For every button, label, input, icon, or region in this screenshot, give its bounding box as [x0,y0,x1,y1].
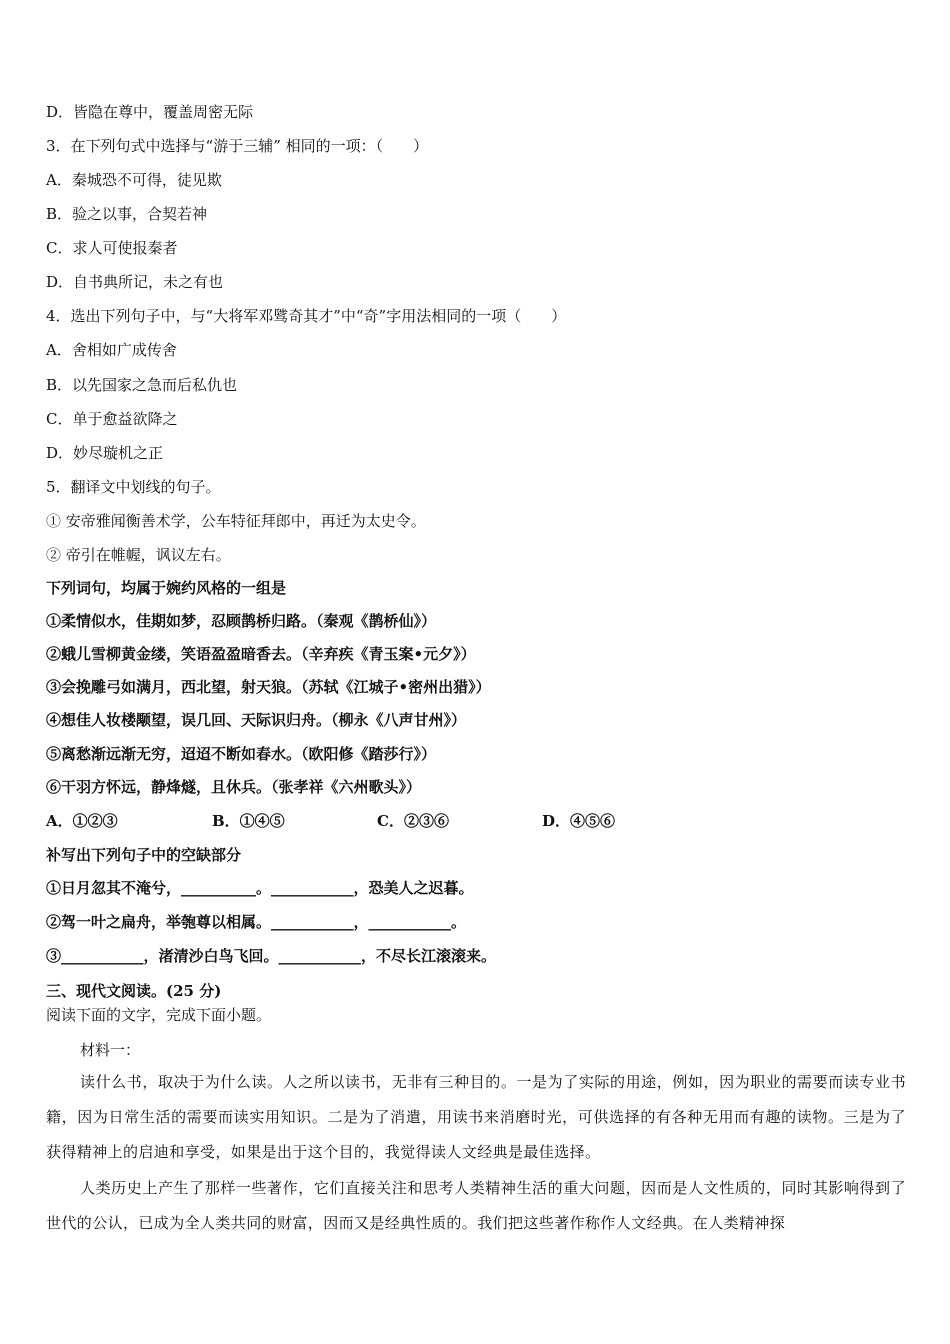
q4-option-c: C．单于愈益欲降之 [46,410,178,428]
reading-paragraph-2: 人类历史上产生了那样一些著作，它们直接关注和思考人类精神生活的重大问题，因而是人文性质的，同时其影响得到了世代的公认，已成为全人类共同的财富，因而又是经典性质的。我们把这些著作称作人文经典。在人类精神探 [46,1179,906,1232]
q4-option-a: A．舍相如广成传舍 [46,341,177,359]
q4-option-d: D．妙尽璇机之正 [46,444,164,462]
q2-option-d: D．皆隐在尊中，覆盖周密无际 [46,103,254,121]
fill-question-title: 补写出下列句子中的空缺部分 [46,846,242,864]
q3-stem: 3．在下列句式中选择与“游于三辅” 相同的一项：（ ） [46,137,429,155]
ci-item-2: ②蛾儿雪柳黄金缕，笑语盈盈暗香去。（辛弃疾《青玉案•元夕》） [46,645,476,663]
q3-option-b: B．验之以事，合契若神 [46,205,208,223]
q5-item-2: ② 帝引在帷幄，讽议左右。 [46,546,231,564]
section-3-instruction: 阅读下面的文字，完成下面小题。 [46,1006,272,1024]
q4-option-b: B．以先国家之急而后私仇也 [46,376,238,394]
q3-option-a: A．秦城恐不可得，徒见欺 [46,171,222,189]
q3-option-c: C．求人可使报秦者 [46,239,178,257]
section-3-title: 三、现代文阅读。(25 分) [46,982,222,1000]
ci-option-b: B．①④⑤ [212,812,285,830]
fill-item-1: ①日月忽其不淹兮，__________。___________，恐美人之迟暮。 [46,879,474,897]
ci-option-c: C．②③⑥ [377,812,449,830]
ci-item-5: ⑤离愁渐远渐无穷，迢迢不断如春水。（欧阳修《踏莎行》） [46,745,437,763]
ci-item-3: ③会挽雕弓如满月，西北望，射天狼。（苏轼《江城子•密州出猎》） [46,678,491,696]
ci-item-6: ⑥干羽方怀远，静烽燧，且休兵。（张孝祥《六州歌头》） [46,778,422,796]
ci-question-title: 下列词句，均属于婉约风格的一组是 [46,579,287,597]
ci-item-4: ④想佳人妆楼颙望，误几回、天际识归舟。（柳永《八声甘州》） [46,711,467,729]
ci-option-d: D．④⑤⑥ [542,812,616,830]
reading-paragraph-1: 读什么书，取决于为什么读。人之所以读书，无非有三种目的。一是为了实际的用途，例如，因为职业的需要而读专业书籍，因为日常生活的需要而读实用知识。二是为了消遣，用读书来消磨时光，可供选择的有各种无用而有趣的读物。三是为了获得精神上的启迪和享受，如果是出于这个目的，我觉得读人文经典是最佳选择。 [46,1073,906,1161]
q4-stem: 4．选出下列句子中，与“大将军邓骘奇其才”中“奇”字用法相同的一项（ ） [46,307,567,325]
fill-item-3: ③___________，渚清沙白鸟飞回。___________，不尽长江滚滚来。 [46,947,497,965]
q3-option-d: D．自书典所记，未之有也 [46,273,224,291]
ci-item-1: ①柔情似水，佳期如梦，忍顾鹊桥归路。（秦观《鹊桥仙》） [46,612,437,630]
q5-item-1: ① 安帝雅闻衡善术学，公车特征拜郎中，再迁为太史令。 [46,512,426,530]
ci-options-row [46,810,686,832]
material-label: 材料一： [80,1041,141,1059]
q5-stem: 5．翻译文中划线的句子。 [46,478,221,496]
ci-option-a: A．①②③ [46,812,118,830]
fill-item-2: ②驾一叶之扁舟，举匏尊以相属。___________，___________。 [46,913,467,931]
